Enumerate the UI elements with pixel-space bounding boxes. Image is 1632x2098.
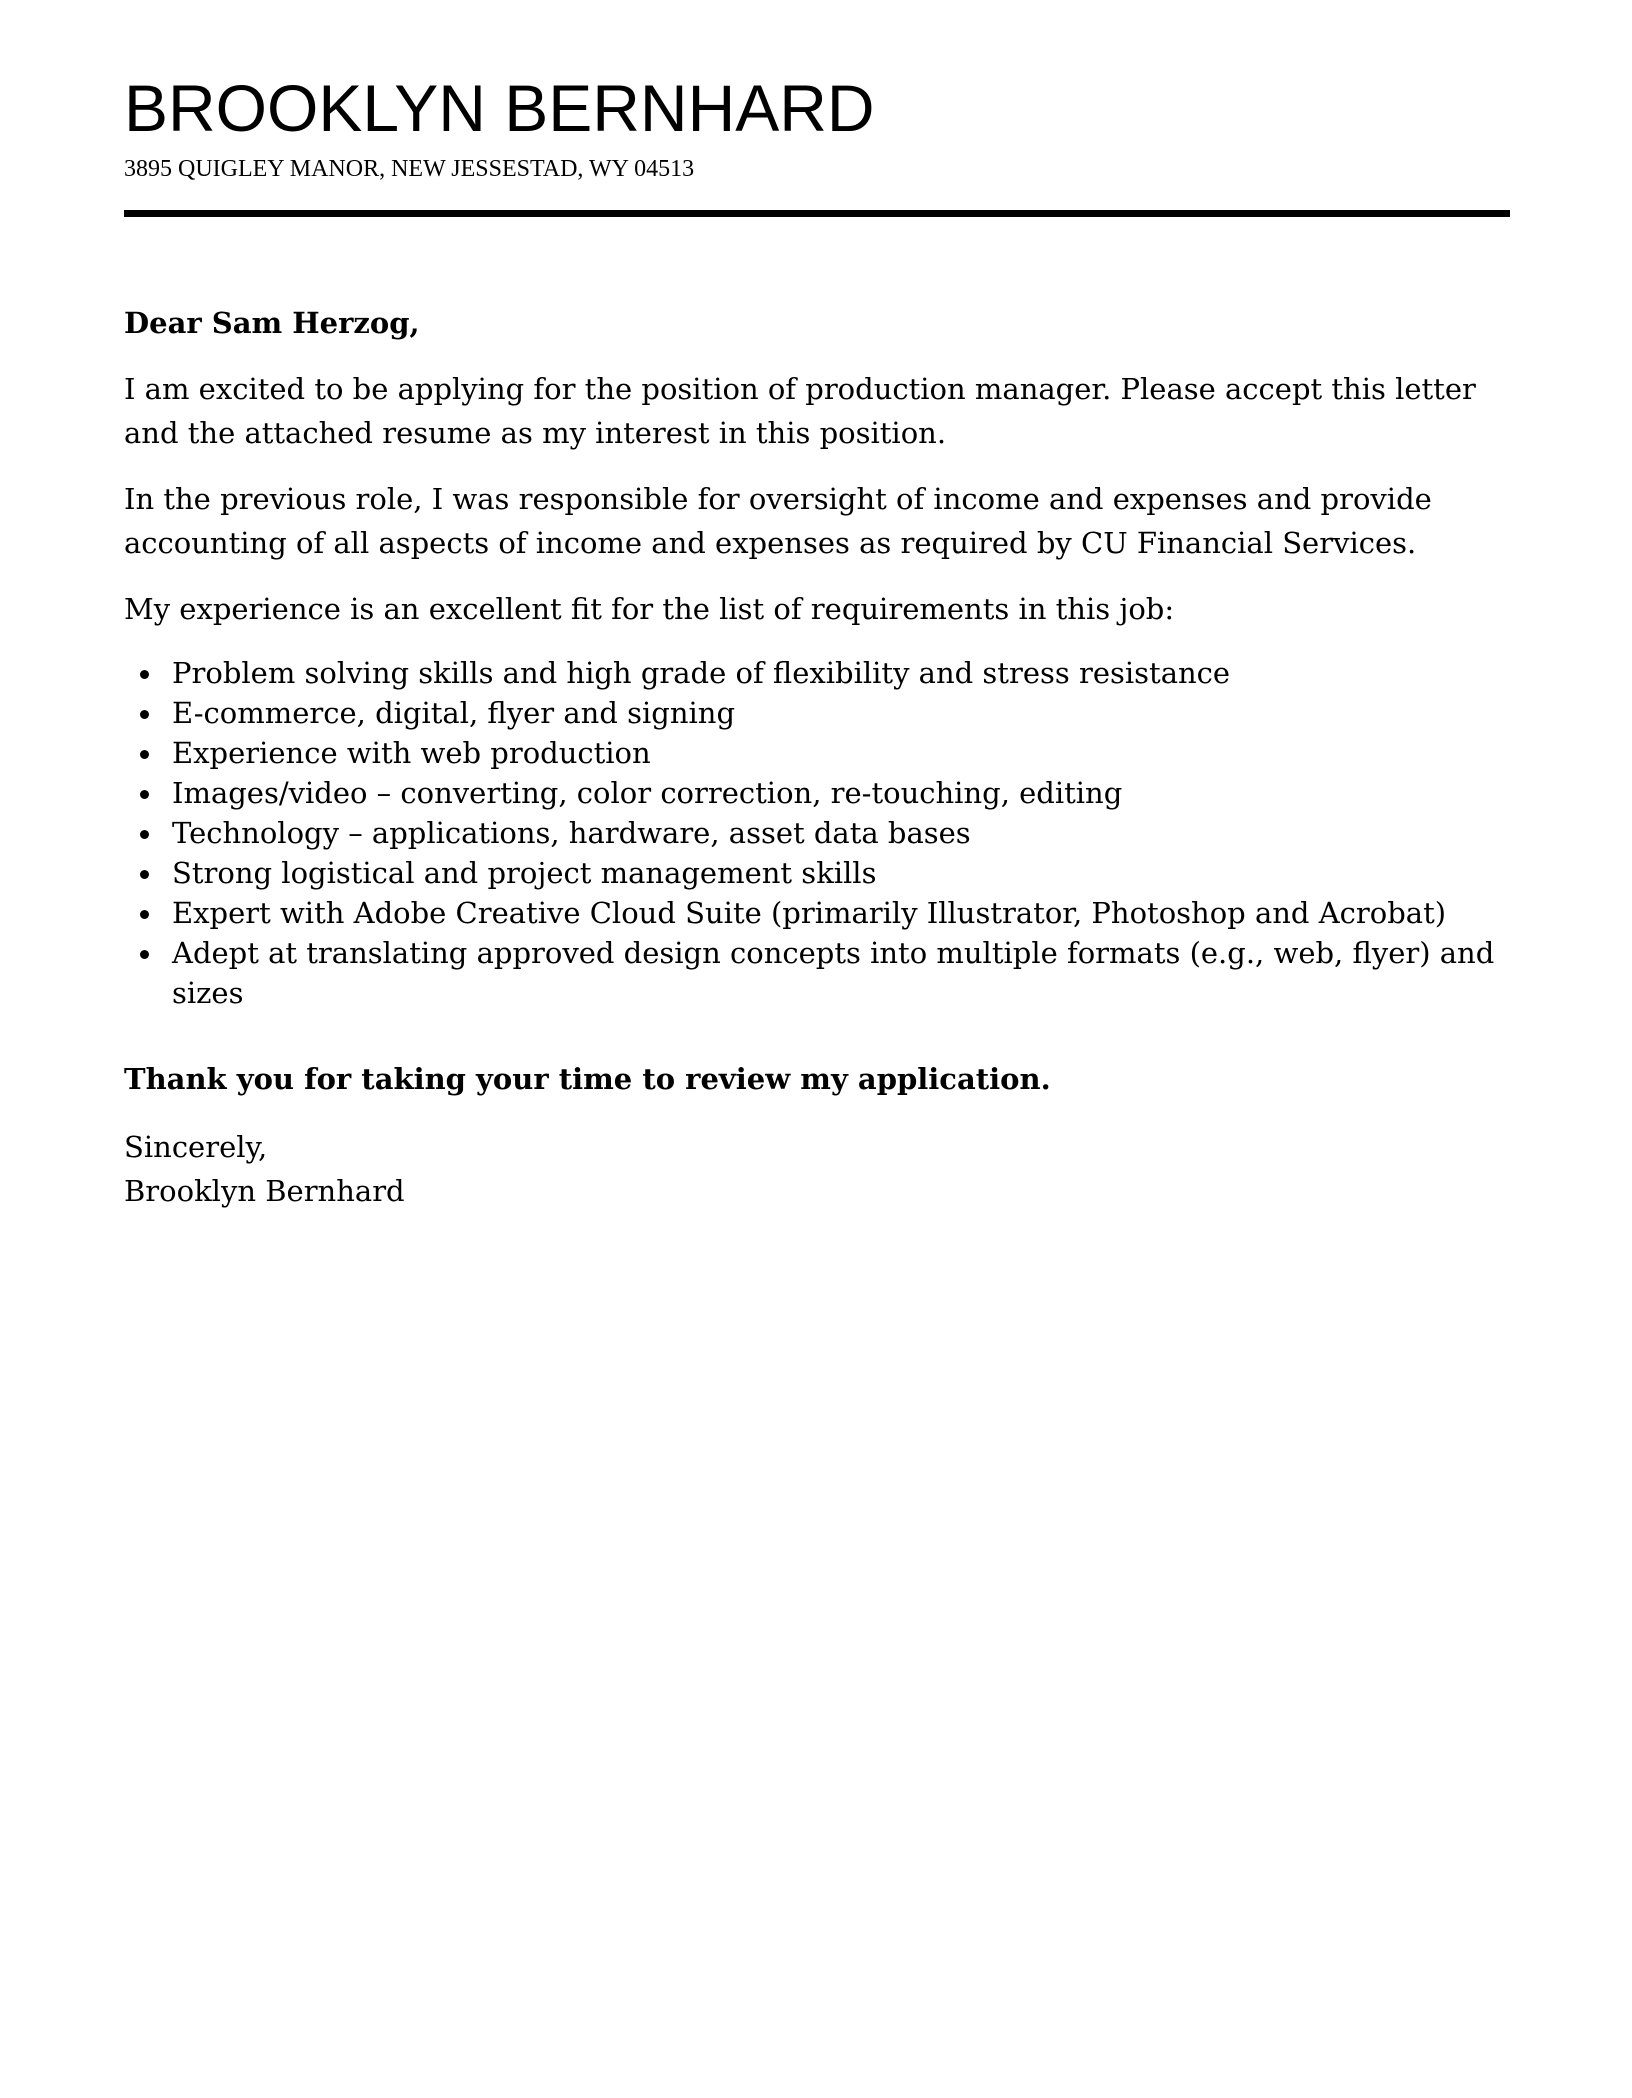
experience-paragraph: In the previous role, I was responsible for oversight of income and expenses and provide accounting of all aspects of income and expenses as required by CU Financial Services. [124, 482, 1432, 560]
list-item: Experience with web production [172, 733, 1510, 773]
applicant-address: 3895 QUIGLEY MANOR, NEW JESSESTAD, WY 04513 [124, 156, 695, 182]
cover-letter-page [124, 0, 1510, 1213]
greeting: Dear Sam Herzog, [124, 306, 420, 340]
list-item: Images/video – converting, color correction, re-touching, editing [172, 773, 1510, 813]
requirements-intro: My experience is an excellent fit for the list of requirements in this job: [124, 592, 1175, 626]
list-item: Strong logistical and project management skills [172, 853, 1510, 893]
intro-paragraph: I am excited to be applying for the position of production manager. Please accept this letter and the attached resume as my interest in this position. [124, 372, 1476, 450]
list-item: Expert with Adobe Creative Cloud Suite (primarily Illustrator, Photoshop and Acrobat) [172, 893, 1510, 933]
thank-you-line: Thank you for taking your time to review my application. [124, 1062, 1051, 1096]
list-item: Technology – applications, hardware, asset data bases [172, 813, 1510, 853]
signature-name: Brooklyn Bernhard [124, 1174, 405, 1208]
signoff: Sincerely, [124, 1130, 268, 1164]
letter-body [124, 301, 1510, 1213]
list-item: E-commerce, digital, flyer and signing [172, 693, 1510, 733]
list-item: Problem solving skills and high grade of flexibility and stress resistance [172, 653, 1510, 693]
header-divider [124, 210, 1510, 217]
list-item: Adept at translating approved design concepts into multiple formats (e.g., web, flyer) and sizes [172, 933, 1510, 1013]
closing [124, 1125, 1510, 1213]
applicant-name: BROOKLYN BERNHARD [124, 71, 875, 145]
requirements-list [124, 653, 1510, 1013]
